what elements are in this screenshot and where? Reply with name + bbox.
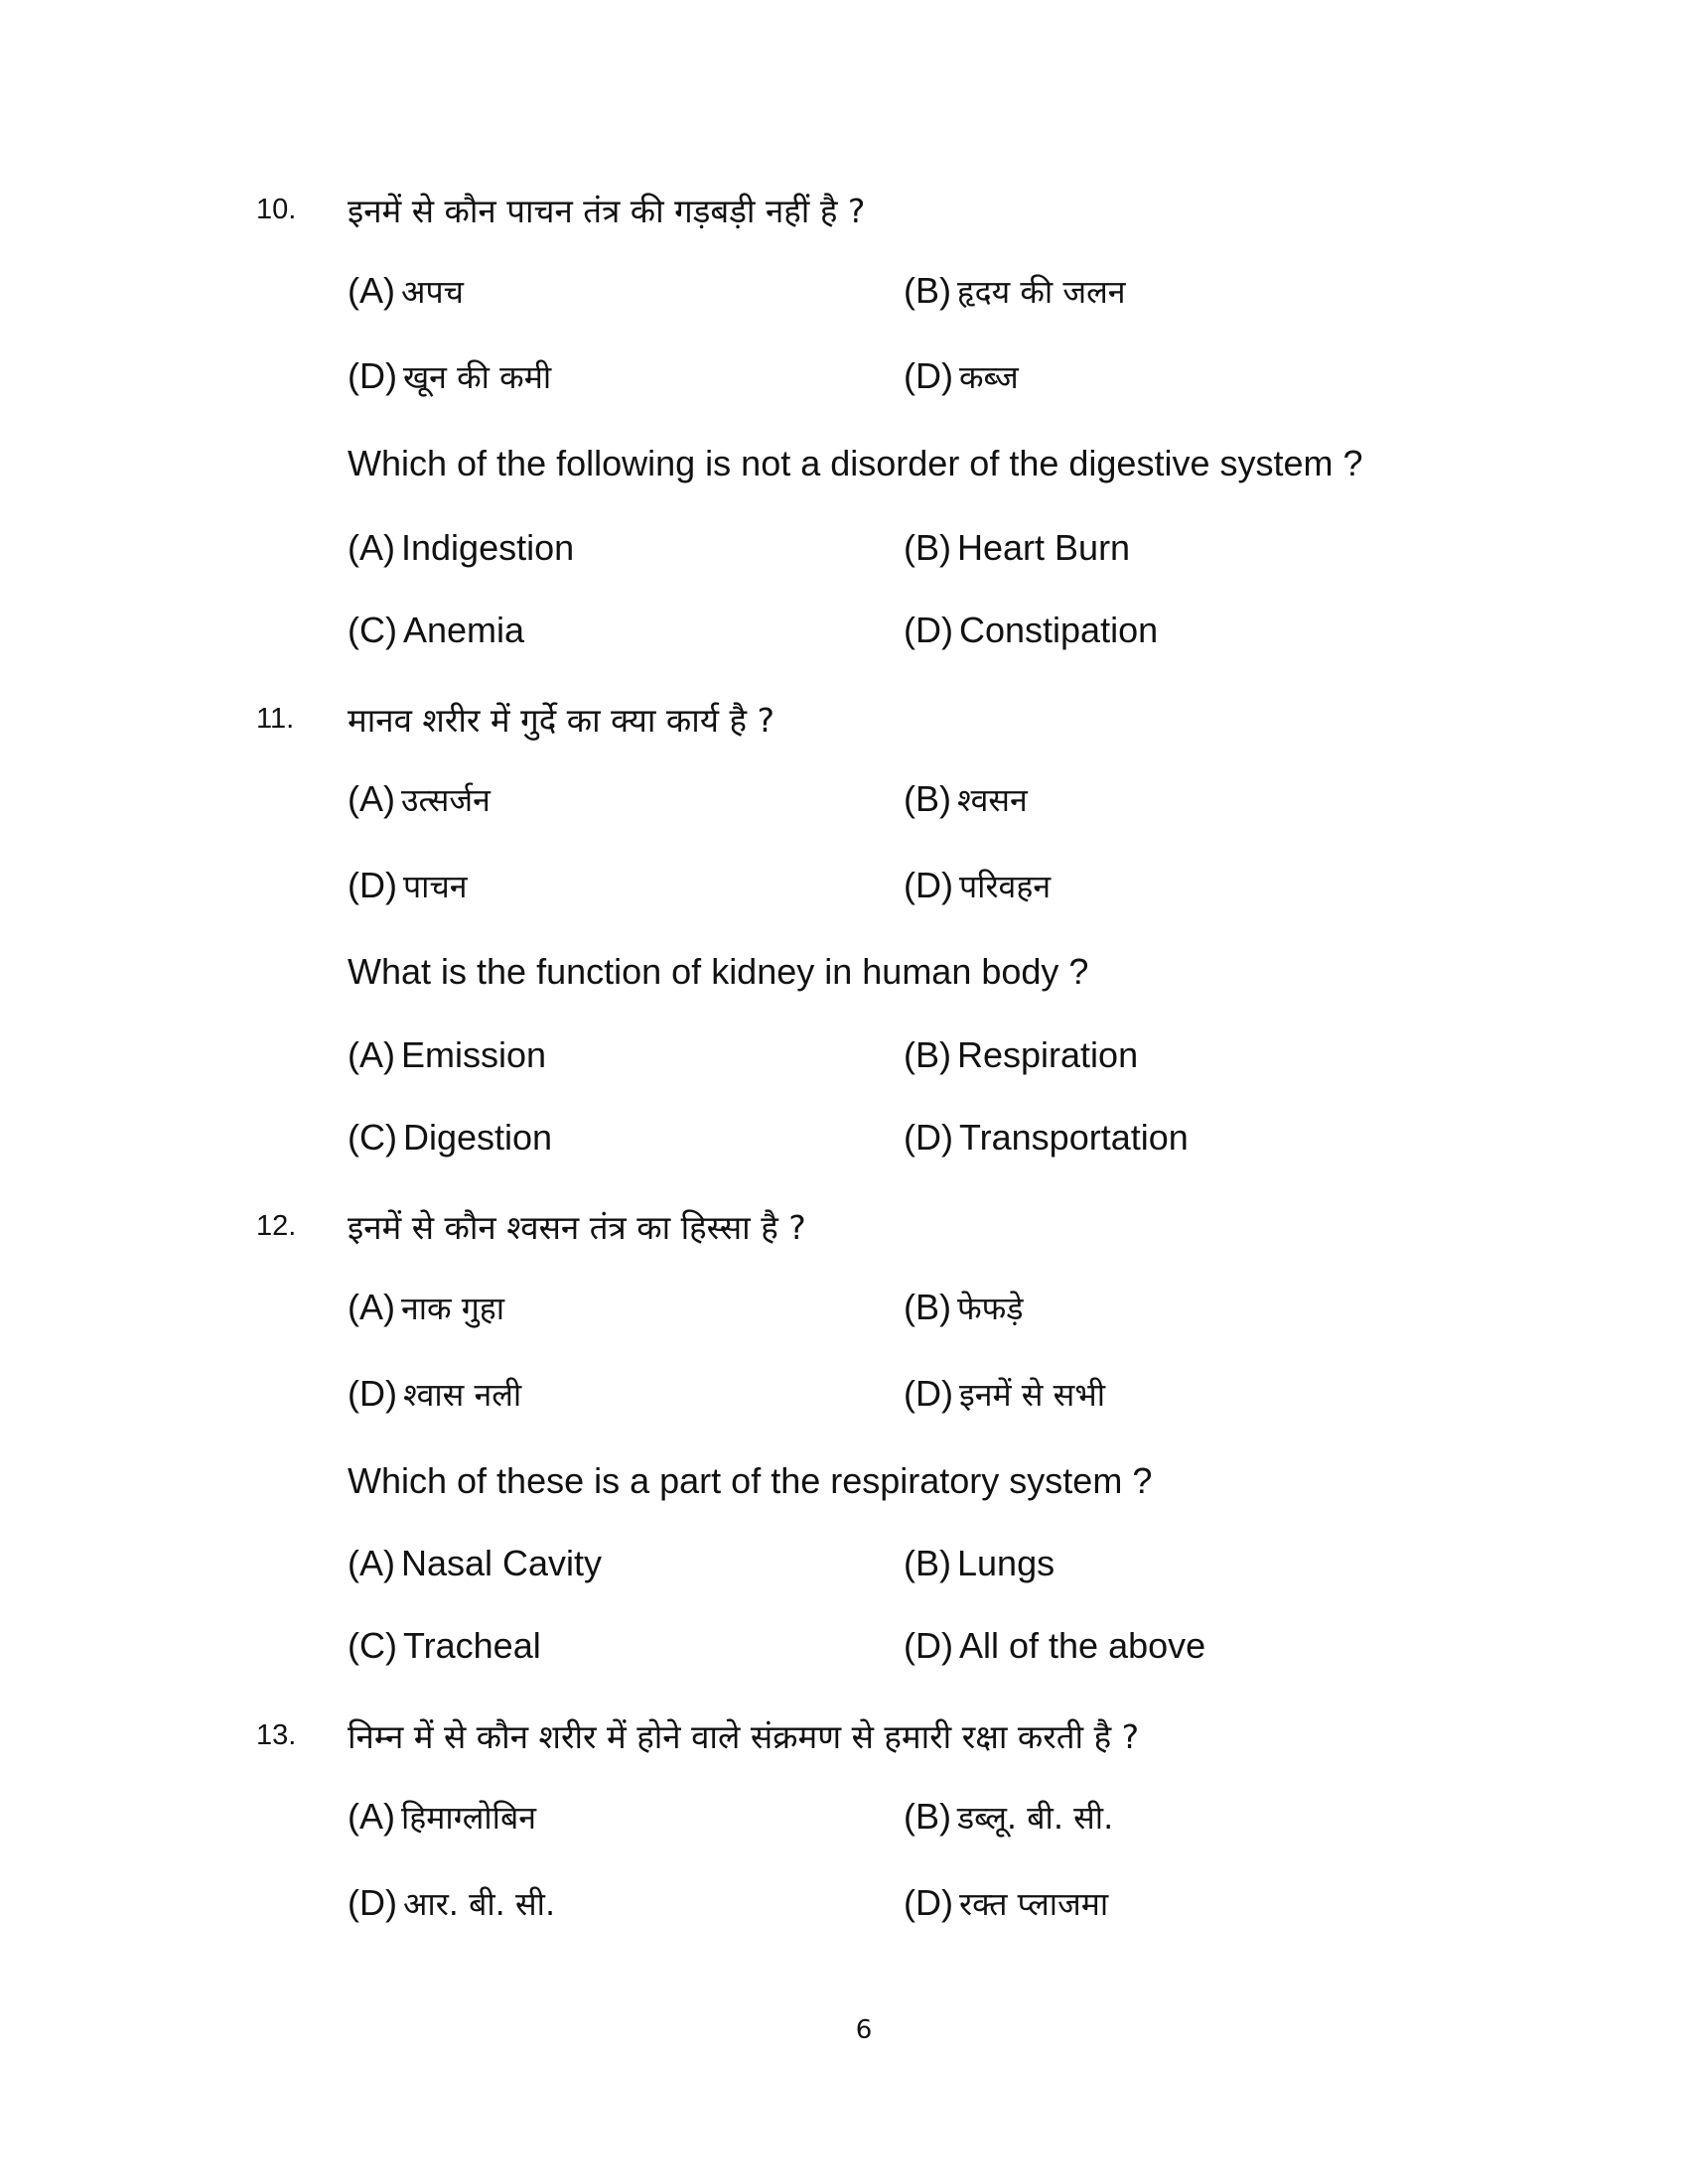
option-label: (B) [904, 1287, 951, 1327]
options-row [0, 1117, 1688, 1176]
option-label: (B) [904, 1543, 951, 1583]
option-text: परिवहन [958, 868, 1052, 905]
option-text: खून की कमी [402, 358, 552, 396]
option-b-hindi [904, 778, 1028, 821]
option-label: (A) [348, 1034, 395, 1075]
option-d-hindi [904, 1373, 1105, 1416]
question-text-hindi: इनमें से कौन पाचन तंत्र की गड़बड़ी नहीं है ? [348, 192, 866, 230]
option-c-hindi [348, 865, 468, 907]
question-10-hindi [0, 184, 1688, 243]
option-d-hindi [904, 865, 1051, 907]
option-label: (C) [348, 610, 397, 650]
option-label: (C) [348, 1117, 397, 1158]
option-text: Anemia [402, 610, 525, 650]
page-number: 6 [855, 2015, 873, 2045]
option-c-english [348, 1625, 541, 1667]
option-label: (D) [904, 865, 953, 905]
option-text: इनमें से सभी [958, 1376, 1105, 1414]
option-label: (C) [348, 1625, 397, 1666]
option-label: (D) [904, 1882, 953, 1923]
option-c-hindi [348, 355, 551, 398]
option-text: श्वसन [957, 781, 1028, 819]
question-text-english: What is the function of kidney in human body ? [348, 951, 1089, 992]
question-number: 13. [256, 1719, 297, 1751]
option-b-hindi [904, 270, 1126, 313]
option-text: Emission [401, 1034, 547, 1075]
option-a-english [348, 1034, 546, 1076]
options-row [0, 865, 1688, 924]
question-text-hindi: मानव शरीर में गुर्दे का क्या कार्य है ? [348, 701, 774, 740]
option-label: (D) [904, 1373, 953, 1414]
options-row [0, 1287, 1688, 1346]
options-row [0, 1373, 1688, 1433]
option-label: (D) [904, 1117, 953, 1158]
option-b-english [904, 1543, 1055, 1584]
option-label: (D) [904, 610, 953, 650]
option-d-english [904, 610, 1158, 651]
question-12-english [0, 1460, 1688, 1520]
option-b-hindi [904, 1796, 1113, 1839]
option-label: (A) [348, 1543, 395, 1583]
option-text: हिमाग्लोबिन [401, 1799, 537, 1837]
question-13-hindi [0, 1709, 1688, 1769]
option-d-english [904, 1117, 1189, 1159]
option-d-hindi [904, 355, 1019, 398]
option-text: पाचन [402, 868, 468, 905]
question-11-hindi [0, 693, 1688, 752]
options-row [0, 1543, 1688, 1602]
option-a-hindi [348, 1796, 536, 1839]
option-label: (B) [904, 1796, 951, 1837]
option-text: Indigestion [401, 527, 575, 568]
option-c-english [348, 1117, 552, 1159]
option-text: All of the above [958, 1625, 1206, 1666]
option-b-english [904, 1034, 1138, 1076]
question-11-english [0, 951, 1688, 1011]
option-b-english [904, 527, 1130, 569]
option-a-english [348, 1543, 602, 1584]
option-a-hindi [348, 1287, 504, 1329]
option-label: (D) [348, 865, 397, 905]
option-a-hindi [348, 270, 464, 313]
option-label: (B) [904, 527, 951, 568]
option-text: Tracheal [402, 1625, 541, 1666]
option-d-hindi [904, 1882, 1108, 1925]
option-text: रक्त प्लाजमा [958, 1885, 1109, 1923]
option-text: Heart Burn [957, 527, 1131, 568]
option-label: (B) [904, 778, 951, 819]
question-text-hindi: इनमें से कौन श्वसन तंत्र का हिस्सा है ? [348, 1208, 806, 1247]
option-text: अपच [401, 273, 464, 311]
option-text: Transportation [958, 1117, 1189, 1158]
option-label: (B) [904, 1034, 951, 1075]
option-c-hindi [348, 1882, 555, 1925]
option-text: नाक गुहा [401, 1290, 505, 1327]
options-row [0, 355, 1688, 415]
option-label: (D) [348, 355, 397, 396]
question-number: 10. [256, 194, 297, 225]
options-row [0, 1625, 1688, 1685]
option-text: कब्ज [958, 358, 1019, 396]
options-row [0, 1796, 1688, 1855]
option-text: हृदय की जलन [957, 273, 1126, 311]
option-label: (D) [904, 1625, 953, 1666]
option-text: श्वास नली [402, 1376, 522, 1414]
options-row [0, 527, 1688, 587]
question-text-english: Which of the following is not a disorder of the digestive system ? [348, 443, 1363, 483]
option-label: (A) [348, 1796, 395, 1837]
option-b-hindi [904, 1287, 1023, 1329]
option-label: (D) [904, 355, 953, 396]
option-d-english [904, 1625, 1205, 1667]
option-text: Respiration [957, 1034, 1139, 1075]
option-label: (A) [348, 527, 395, 568]
options-row [0, 1882, 1688, 1942]
question-text-english: Which of these is a part of the respiratory system ? [348, 1460, 1153, 1501]
option-text: Digestion [402, 1117, 553, 1158]
option-label: (A) [348, 778, 395, 819]
question-12-hindi [0, 1200, 1688, 1260]
option-text: Constipation [958, 610, 1159, 650]
option-a-hindi [348, 778, 491, 821]
option-text: Lungs [957, 1543, 1055, 1583]
option-label: (A) [348, 1287, 395, 1327]
option-text: उत्सर्जन [401, 781, 491, 819]
option-c-hindi [348, 1373, 521, 1416]
option-text: Nasal Cavity [401, 1543, 603, 1583]
options-row [0, 270, 1688, 330]
question-10-english [0, 443, 1688, 502]
option-text: आर. बी. सी. [402, 1885, 556, 1923]
options-row [0, 778, 1688, 838]
option-label: (A) [348, 270, 395, 311]
question-text-hindi: निम्न में से कौन शरीर में होने वाले संक्रमण से हमारी रक्षा करती है ? [348, 1717, 1140, 1756]
question-number: 11. [256, 703, 295, 735]
options-row [0, 1034, 1688, 1094]
option-text: फेफड़े [957, 1290, 1024, 1327]
question-number: 12. [256, 1210, 297, 1242]
option-label: (D) [348, 1373, 397, 1414]
option-a-english [348, 527, 574, 569]
options-row [0, 610, 1688, 669]
option-label: (D) [348, 1882, 397, 1923]
option-text: डब्लू. बी. सी. [957, 1799, 1114, 1837]
option-label: (B) [904, 270, 951, 311]
option-c-english [348, 610, 524, 651]
